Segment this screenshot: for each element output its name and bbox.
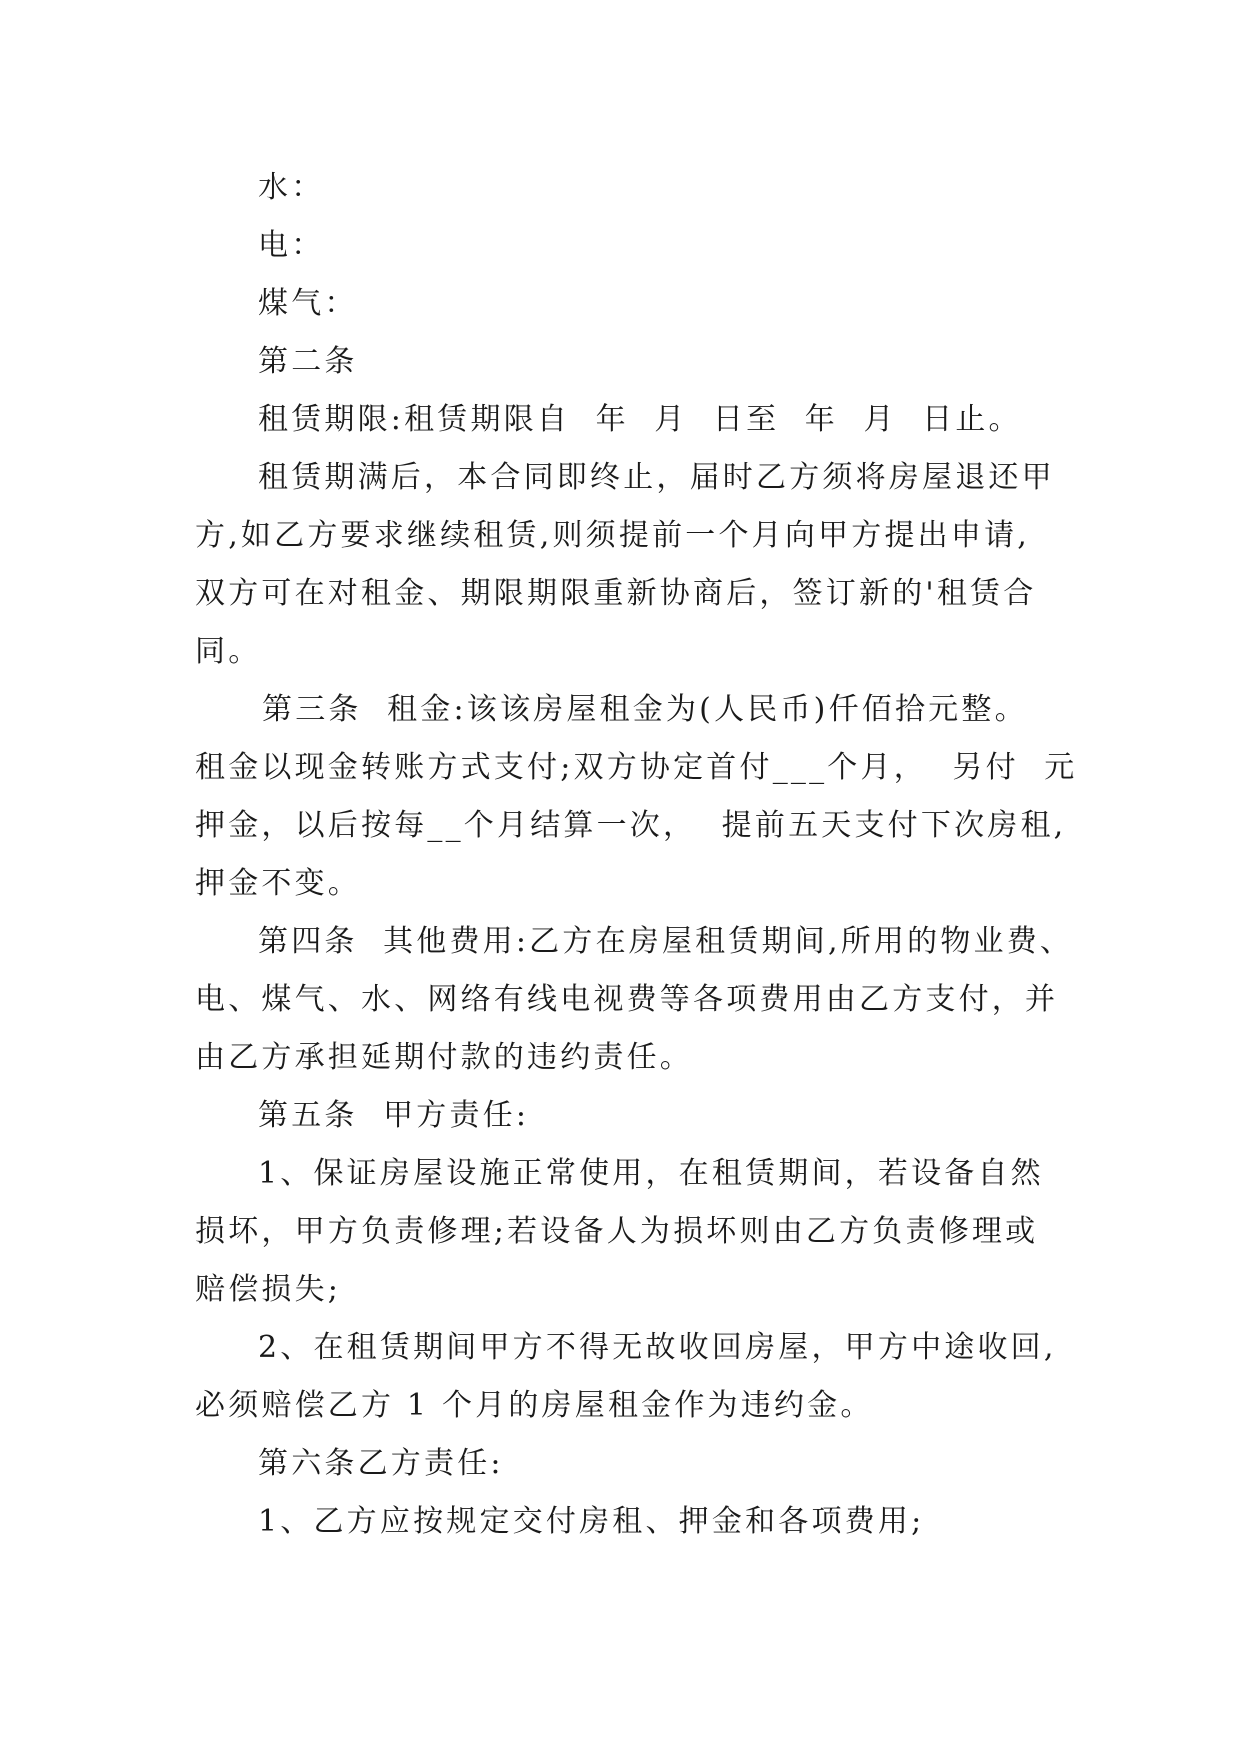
paragraph-line: 双方可在对租金、期限期限重新协商后，签订新的'租赁合 xyxy=(195,576,1037,611)
lease-term-line: 租赁期限:租赁期限自 年 月 日至 年 月 日止。 xyxy=(258,402,1022,437)
paragraph-line: 租赁期满后，本合同即终止，届时乙方须将房屋退还甲 xyxy=(258,460,1055,495)
paragraph-line: 损坏，甲方负责修理;若设备人为损坏则由乙方负责修理或 xyxy=(195,1214,1039,1249)
paragraph-line: 必须赔偿乙方 1 个月的房屋租金作为违约金。 xyxy=(195,1388,874,1423)
article-4-line: 第四条 其他费用:乙方在房屋租赁期间,所用的物业费、 xyxy=(258,924,1074,959)
gas-label: 煤气： xyxy=(258,286,358,321)
article-2-heading: 第二条 xyxy=(258,344,358,379)
paragraph-line: 电、煤气、水、网络有线电视费等各项费用由乙方支付，并 xyxy=(195,982,1059,1017)
paragraph-line: 押金不变。 xyxy=(195,866,361,901)
list-item-line: 1、保证房屋设施正常使用，在租赁期间，若设备自然 xyxy=(258,1156,1044,1191)
paragraph-line: 押金，以后按每__个月结算一次， 提前五天支付下次房租, xyxy=(195,808,1067,843)
paragraph-line: 方,如乙方要求继续租赁,则须提前一个月向甲方提出申请, xyxy=(195,518,1031,553)
article-6-heading: 第六条乙方责任: xyxy=(258,1446,504,1481)
paragraph-line: 租金以现金转账方式支付;双方协定首付___个月， 另付 元 xyxy=(195,750,1078,785)
list-item-line: 2、在租赁期间甲方不得无故收回房屋，甲方中途收回, xyxy=(258,1330,1057,1365)
water-label: 水： xyxy=(258,170,325,205)
electricity-label: 电： xyxy=(258,228,325,263)
paragraph-line: 同。 xyxy=(195,634,262,669)
article-3-line: 第三条 租金:该该房屋租金为(人民币)仟佰拾元整。 xyxy=(262,692,1028,727)
paragraph-line: 赔偿损失; xyxy=(195,1272,342,1307)
paragraph-line: 由乙方承担延期付款的违约责任。 xyxy=(195,1040,693,1075)
article-5-heading: 第五条 甲方责任: xyxy=(258,1098,530,1133)
list-item-line: 1、乙方应按规定交付房租、押金和各项费用; xyxy=(258,1504,925,1539)
